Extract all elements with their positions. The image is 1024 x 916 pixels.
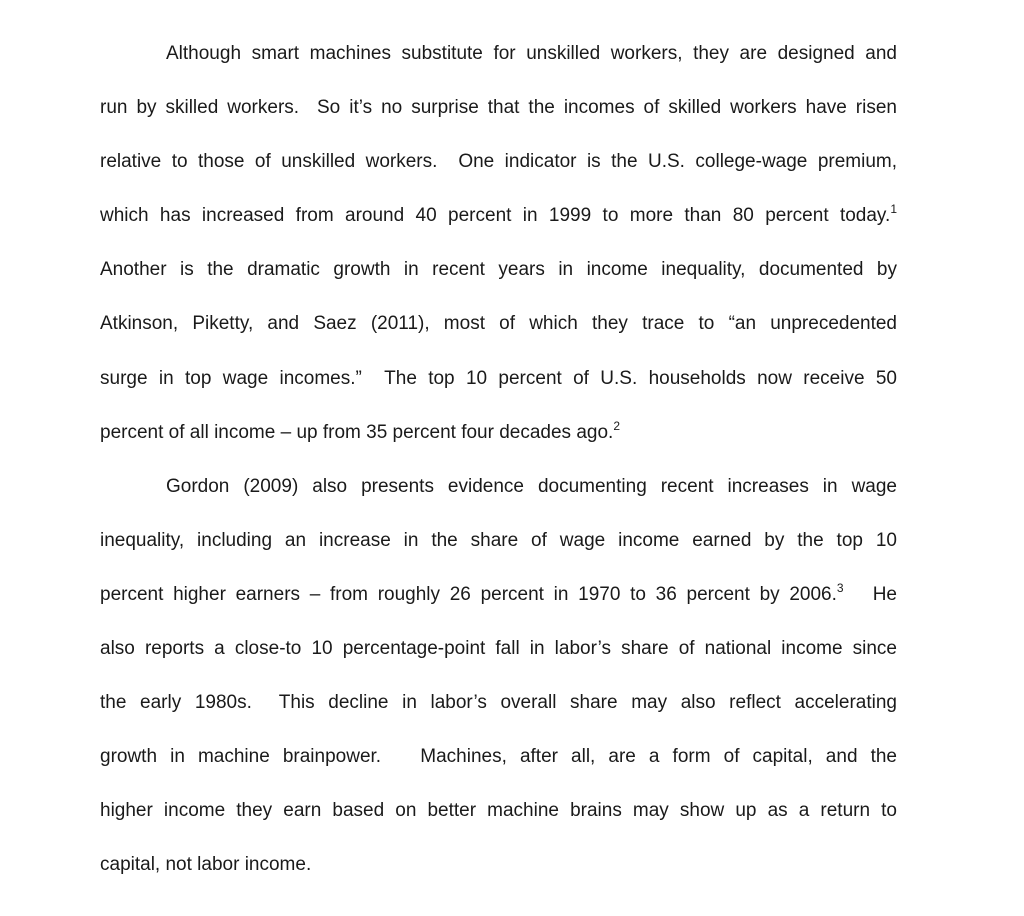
line-text: inequality, including an increase in the share of wage income earned by the top 10 <box>100 529 897 551</box>
line-text: Although smart machines substitute for unskilled workers, they are designed and <box>166 43 897 64</box>
paragraph-2 <box>100 460 897 893</box>
text-line <box>100 460 897 514</box>
line-text: Gordon (2009) also presents evidence documenting recent increases in wage <box>166 475 897 497</box>
text-line <box>100 730 897 784</box>
line-text: relative to those of unskilled workers. One indicator is the U.S. college-wage premium, <box>100 151 897 173</box>
line-text: run by skilled workers. So it’s no surprise that the incomes of skilled workers have risen <box>100 97 897 119</box>
line-text: capital, not labor income. <box>100 854 312 876</box>
footnote-marker-3: 3 <box>836 580 844 595</box>
line-text: the early 1980s. This decline in labor’s overall share may also reflect accelerating <box>100 692 897 714</box>
line-text: also reports a close-to 10 percentage-point fall in labor’s share of national income since <box>100 638 897 660</box>
text-line <box>100 838 897 892</box>
text-line <box>100 81 897 135</box>
paragraph-1 <box>100 27 897 460</box>
text-line <box>100 297 897 351</box>
line-text: percent of all income – up from 35 percent four decades ago. <box>100 421 614 443</box>
document-page <box>100 27 897 893</box>
text-line <box>100 514 897 568</box>
line-text: which has increased from around 40 percent in 1999 to more than 80 percent today. <box>100 205 891 227</box>
line-text: surge in top wage incomes.” The top 10 percent of U.S. households now receive 50 <box>100 367 897 389</box>
line-text: percent higher earners – from roughly 26 percent in 1970 to 36 percent by 2006. <box>100 583 837 605</box>
line-text: higher income they earn based on better machine brains may show up as a return to <box>100 800 897 822</box>
footnote-marker-1: 1 <box>890 202 897 217</box>
text-line <box>100 676 897 730</box>
line-text: Atkinson, Piketty, and Saez (2011), most of which they trace to “an unprecedented <box>100 313 897 335</box>
text-line <box>100 27 897 81</box>
text-line <box>100 568 897 622</box>
text-line <box>100 135 897 189</box>
text-line <box>100 784 897 838</box>
footnote-marker-2: 2 <box>613 418 620 433</box>
text-line <box>100 622 897 676</box>
text-line <box>100 189 897 243</box>
line-text: growth in machine brainpower. Machines, after all, are a form of capital, and the <box>100 746 897 768</box>
text-line <box>100 352 897 406</box>
line-text: He <box>843 583 897 605</box>
text-line <box>100 243 897 297</box>
text-line <box>100 406 897 460</box>
line-text: Another is the dramatic growth in recent years in income inequality, documented by <box>100 259 897 281</box>
